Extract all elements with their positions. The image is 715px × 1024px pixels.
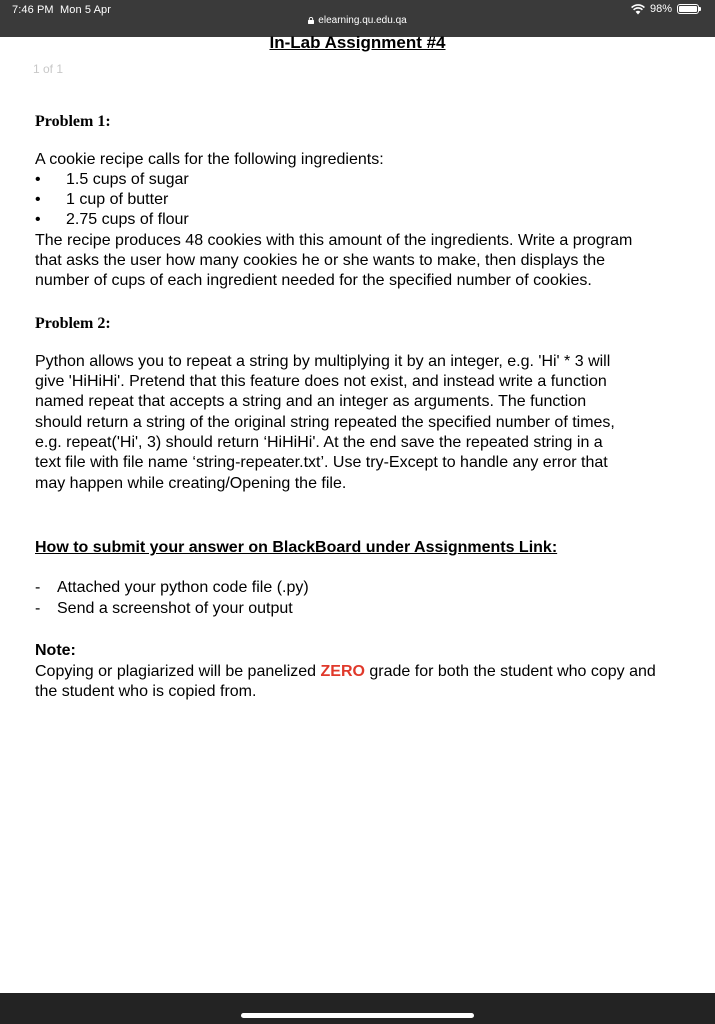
note-heading: Note: — [35, 642, 76, 659]
submission-heading: How to submit your answer on BlackBoard under Assignments Link: — [35, 539, 558, 556]
problem-2-description-line: Python allows you to repeat a string by multiplying it by an integer, e.g. 'Hi' * 3 will — [35, 353, 611, 370]
problem-1-description-line: The recipe produces 48 cookies with this amount of the ingredients. Write a program — [35, 232, 633, 249]
problem-1-description-line: number of cups of each ingredient needed for the specified number of cookies. — [35, 272, 592, 289]
lock-icon — [308, 17, 314, 24]
page-indicator: 1 of 1 — [33, 62, 64, 76]
problem-2-description-line: named repeat that accepts a string and an integer as arguments. The function — [35, 393, 587, 410]
problem-2-heading: Problem 2: — [35, 315, 111, 332]
problem-2-description-line: e.g. repeat('Hi', 3) should return ‘HiHiHi'. At the end save the repeated string in a — [35, 434, 603, 451]
status-bar — [0, 0, 715, 37]
battery-icon — [677, 4, 699, 14]
ingredient-text: 2.75 cups of flour — [66, 211, 189, 228]
status-time: 7:46 PM — [12, 4, 54, 16]
status-date: Mon 5 Apr — [59, 4, 112, 16]
battery-tip — [699, 7, 701, 11]
ingredient-text: 1.5 cups of sugar — [66, 171, 189, 188]
url-bar[interactable] — [0, 15, 715, 26]
problem-2-description-line: text file with file name ‘string-repeater.txt’. Use try-Except to handle any error that — [35, 454, 608, 471]
bullet-icon: • — [35, 171, 41, 188]
wifi-icon — [631, 4, 645, 15]
zero-emphasis: ZERO — [320, 663, 365, 680]
ingredient-text: 1 cup of butter — [66, 191, 169, 208]
problem-1-intro: A cookie recipe calls for the following ingredients: — [35, 151, 384, 168]
submission-item-text: Send a screenshot of your output — [57, 600, 293, 617]
problem-1-heading: Problem 1: — [35, 113, 111, 130]
bullet-icon: • — [35, 191, 41, 208]
bottom-bar — [0, 993, 715, 1024]
url-text: elearning.qu.edu.qa — [318, 15, 407, 26]
note-text-before: Copying or plagiarized will be panelized — [35, 663, 321, 680]
dash-icon: - — [35, 579, 41, 596]
battery-percent: 98% — [649, 3, 672, 15]
problem-2-description-line: may happen while creating/Opening the file. — [35, 475, 347, 492]
submission-item-text: Attached your python code file (.py) — [57, 579, 309, 596]
problem-2-description-line: should return a string of the original string repeated the specified number of times, — [35, 414, 615, 431]
bullet-icon: • — [35, 211, 41, 228]
dash-icon: - — [35, 600, 41, 617]
note-line-1 — [35, 662, 715, 682]
battery-fill — [679, 6, 697, 12]
document-title: In-Lab Assignment #4 — [269, 33, 446, 52]
note-text-after: grade for both the student who copy and — [364, 663, 656, 680]
problem-1-description-line: that asks the user how many cookies he or she wants to make, then displays the — [35, 252, 606, 269]
problem-2-description-line: give 'HiHiHi'. Pretend that this feature does not exist, and instead write a function — [35, 373, 607, 390]
status-indicators — [631, 3, 699, 15]
home-indicator[interactable] — [241, 1013, 474, 1018]
note-line-2: the student who is copied from. — [35, 683, 257, 700]
